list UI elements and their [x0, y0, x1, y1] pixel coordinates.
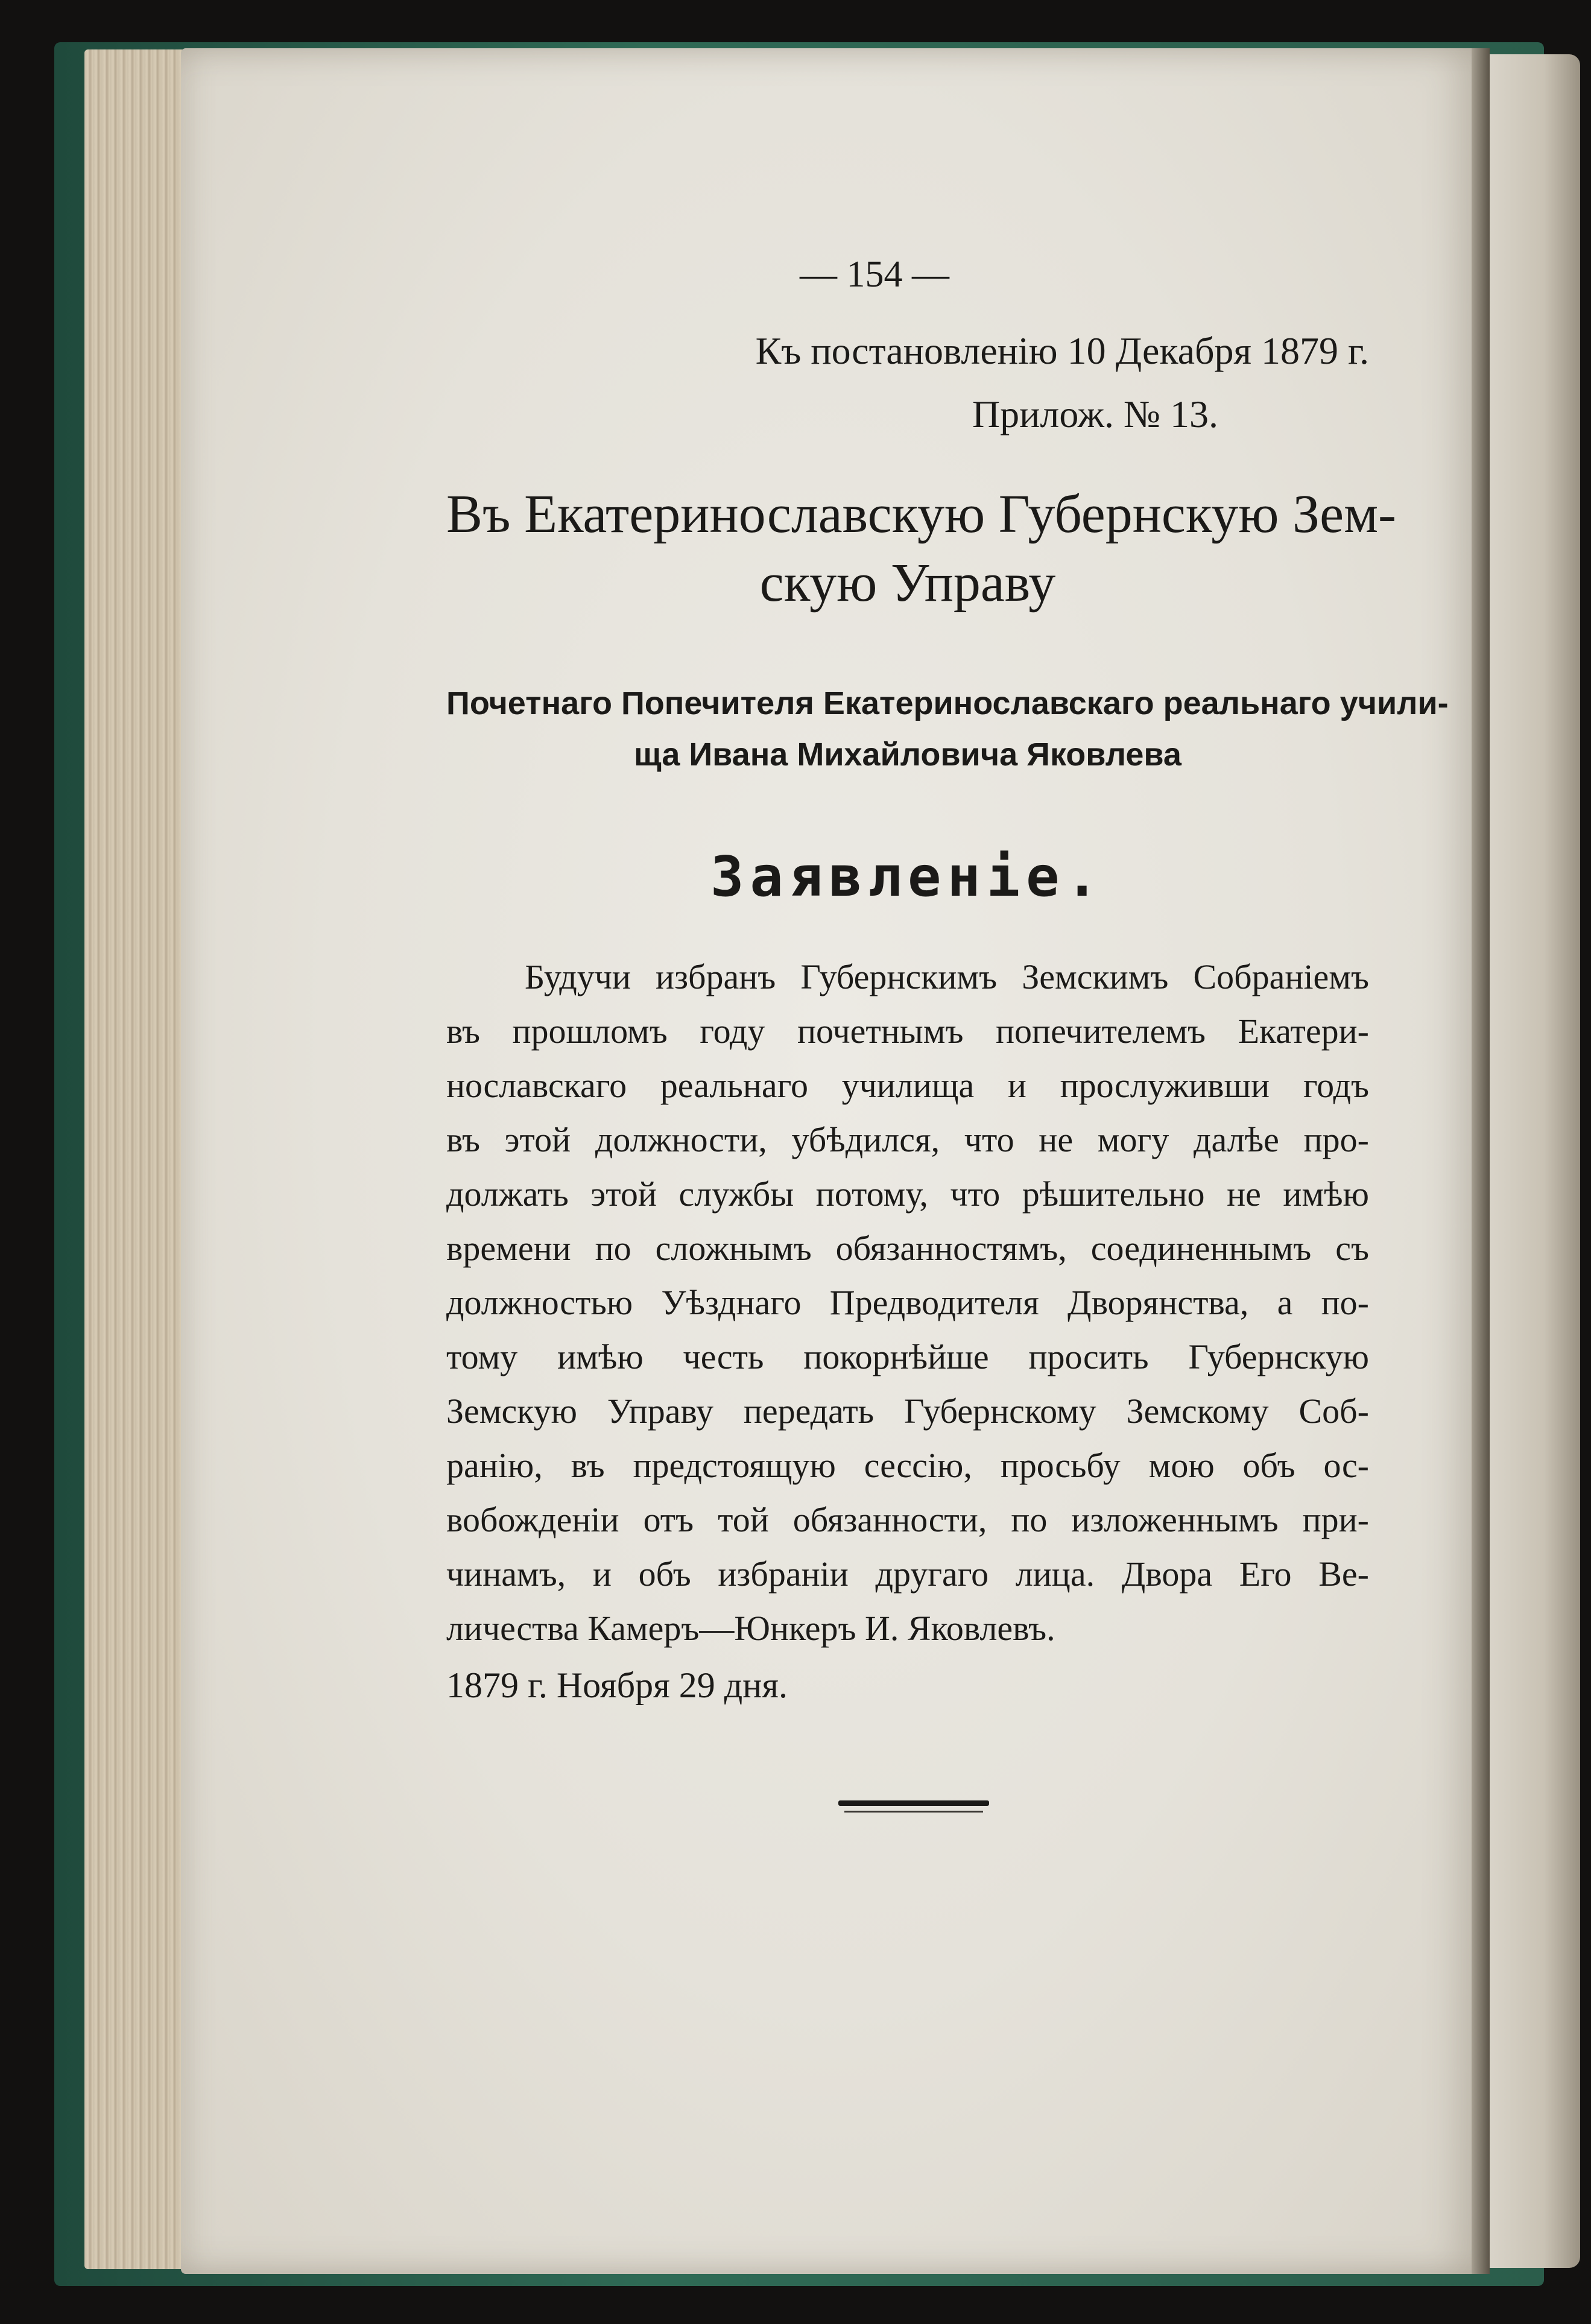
addressee-line-2: скую Управу	[759, 553, 1056, 613]
closing-rule-thin	[844, 1811, 983, 1813]
body-line: Будучи избранъ Губернскимъ Земскимъ Собраніемъ	[525, 957, 1369, 996]
body-line: должностью Уѣзднаго Предводителя Дворянства, а по-	[446, 1283, 1369, 1322]
reference-line-2: Прилож. № 13.	[972, 393, 1218, 435]
bleed-through	[458, 347, 466, 382]
body-line: должать этой службы потому, что рѣшительно не имѣю	[446, 1174, 1369, 1214]
document-date: 1879 г. Ноября 29 дня.	[446, 1665, 788, 1705]
body-line: ранію, въ предстоящую сессію, просьбу мою объ ос-	[446, 1446, 1369, 1485]
body-line: нославскаго реальнаго училища и прослуживши годъ	[446, 1066, 1369, 1105]
page-number: — 154 —	[800, 254, 949, 295]
facing-page	[1490, 54, 1580, 2268]
sender-line-1: Почетнаго Попечителя Екатеринославскаго реальнаго учили-	[446, 685, 1449, 721]
book-gutter	[1472, 48, 1490, 2274]
body-line: тому имѣю честь покорнѣйше просить Губернскую	[446, 1337, 1369, 1376]
body-line: въ прошломъ году почетнымъ попечителемъ Екатери-	[446, 1012, 1369, 1051]
sender-line-2: ща Ивана Михайловича Яковлева	[634, 736, 1181, 773]
closing-rule	[838, 1800, 989, 1806]
body-line: Земскую Управу передать Губернскому Земскому Соб-	[446, 1392, 1369, 1431]
body-line: личества Камеръ—Юнкеръ И. Яковлевъ.	[446, 1609, 1055, 1648]
document-heading: Заявленіе.	[710, 844, 1105, 909]
body-line: времени по сложнымъ обязанностямъ, соединеннымъ съ	[446, 1229, 1369, 1268]
body-line: чинамъ, и объ избраніи другаго лица. Двора Его Ве-	[446, 1554, 1369, 1594]
body-line: въ этой должности, убѣдился, что не могу далѣе про-	[446, 1120, 1369, 1159]
body-line: вобожденіи отъ той обязанности, по изложеннымъ при-	[446, 1500, 1369, 1539]
addressee-line-1: Въ Екатеринославскую Губернскую Зем-	[446, 484, 1396, 544]
reference-line-1: Къ постановленію 10 Декабря 1879 г.	[755, 329, 1369, 372]
